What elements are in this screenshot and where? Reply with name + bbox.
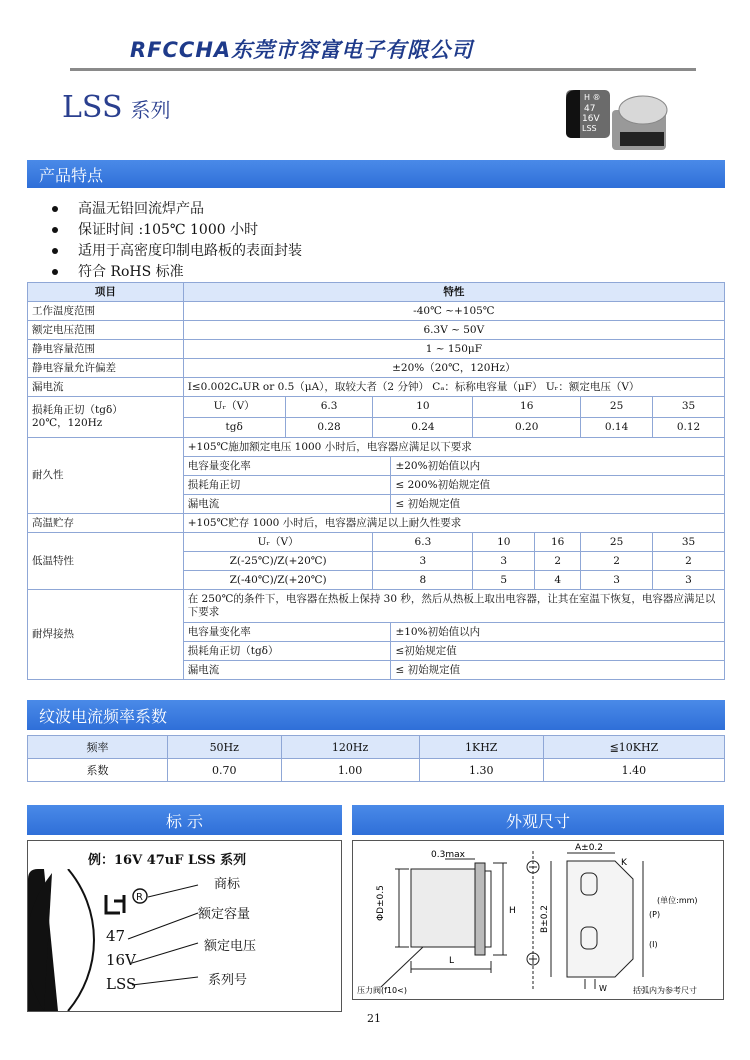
dim-note: 括弧内为参考尺寸 — [633, 986, 697, 995]
label-capacity: 额定容量 — [198, 907, 251, 922]
header-divider — [70, 68, 696, 71]
table-row: 漏电流 I≤0.002CₐUR or 0.5（μA），取较大者（2 分钟） Cₐ：标称电容量（μF） Uᵣ：额定电压（V） — [28, 378, 725, 397]
series-code: LSS — [62, 90, 123, 125]
product-image-series: LSS — [582, 124, 597, 133]
bullet-icon — [52, 206, 58, 212]
bullet-icon — [52, 269, 58, 275]
ripple-header — [27, 700, 725, 730]
marking-drawing — [28, 869, 341, 1011]
dim-p: (P) — [649, 910, 661, 919]
dim-l: L — [449, 956, 455, 966]
product-image-volt: 16V — [582, 114, 600, 124]
dimensions-header — [352, 805, 724, 835]
svg-text:H ®: H ® — [584, 93, 601, 102]
label-voltage: 额定电压 — [204, 939, 257, 954]
dim-a: A±0.2 — [575, 843, 604, 853]
features-header — [27, 160, 725, 188]
marking-example: 例：16V 47uF LSS 系列 — [88, 853, 247, 868]
dimensions-title: 外观尺寸 — [505, 811, 570, 831]
dim-w: W — [599, 984, 607, 993]
feature-item: 符合 RoHS 标准 — [52, 261, 184, 281]
table-row: 静电容量范围 1 ~ 150μF — [28, 340, 725, 359]
dim-vent: 压力阀(f10<) — [357, 986, 407, 995]
table-row: 静电容量允许偏差 ±20%（20℃，120Hz） — [28, 359, 725, 378]
dim-03max: 0.3max — [431, 850, 465, 860]
col-item: 项目 — [28, 283, 184, 302]
marking-volt: 16V — [106, 951, 136, 969]
marking-cap: 47 — [106, 927, 126, 945]
svg-text:R: R — [136, 892, 143, 903]
table-row: 工作温度范围 -40℃ ~+105℃ — [28, 302, 725, 321]
col-characteristic: 特性 — [183, 283, 724, 302]
dim-unit: (单位:mm) — [657, 896, 698, 905]
dim-h: H — [509, 906, 516, 916]
spec-table: 项目 特性 工作温度范围 -40℃ ~+105℃ 额定电压范围 6.3V ~ 50V 静电容量范围 1 ~ 150μF 静电容量允许偏差 ±20%（20℃，120Hz） 漏电流 I≤0.002CₐUR or 0.5（μA），取较大者（2 分钟） Cₐ：标称电容量（μF） Uᵣ：额定电压（V） 损耗角正切（tgδ） 20℃，120Hz Uᵣ（V） 6.3 10 16 25 35 tgδ 0.28 0.24 0.20 0.14 0.12 耐久性 +105℃施加额定电压 1000 小时后，电容器应满足以下要求 电容量变化率 ±20%初始值以内 损耗角正切 ≤ 200%初始规定值 漏电流 ≤ 初始规定值 高温贮存 +105℃贮存 1000 小时后，电容器应满足以上耐久性要求 低温特性 Uᵣ（V） 6.3 10 16 25 35 Z(-25℃)/Z(+20℃) 3 3 2 2 2 Z(-40℃)/Z(+20℃) 8 5 4 3 3 耐焊接热 在 250℃的条件下，电容器在热板上保持 30 秒，然后从热板上取出电容器，让其在室温下恢复，电容器应满足以下要求 电容量变化率 ±10%初始值以内 损耗角正切（tgδ） ≤初始规定值 漏电流 ≤ 初始规定值 — [27, 282, 725, 680]
series-title — [62, 90, 171, 125]
series-suffix: 系列 — [130, 98, 171, 122]
dim-d: ΦD±0.5 — [376, 885, 386, 921]
dim-i: (I) — [649, 940, 658, 949]
marking-series: LSS — [106, 975, 137, 993]
dimension-drawing — [353, 841, 723, 999]
feature-item: 高温无铅回流焊产品 — [52, 198, 204, 218]
feature-item: 适用于高密度印制电路板的表面封装 — [52, 240, 302, 260]
page-number: 21 — [367, 1012, 381, 1025]
bullet-icon — [52, 227, 58, 233]
tan-row-values: tgδ 0.28 0.24 0.20 0.14 0.12 — [28, 417, 725, 438]
ripple-table: 频率 50Hz 120Hz 1KHZ ≦10KHZ 系数 0.70 1.00 1.30 1.40 — [27, 735, 725, 782]
label-trademark: 商标 — [214, 877, 241, 892]
marking-header — [27, 805, 342, 835]
product-image — [560, 80, 670, 160]
dimensions-panel — [352, 840, 724, 1000]
feature-item: 保证时间 :105℃ 1000 小时 — [52, 219, 258, 239]
bullet-icon — [52, 248, 58, 254]
company-name: RFCCHA东莞市容富电子有限公司 — [130, 38, 474, 62]
storage-row: 高温贮存 +105℃贮存 1000 小时后，电容器应满足以上耐久性要求 — [28, 514, 725, 533]
endurance-intro: 耐久性 +105℃施加额定电压 1000 小时后，电容器应满足以下要求 — [28, 438, 725, 457]
dim-b: B±0.2 — [540, 904, 550, 933]
product-image-cap: 47 — [584, 104, 596, 114]
marking-panel — [27, 840, 342, 1012]
solder-intro: 耐焊接热 在 250℃的条件下，电容器在热板上保持 30 秒，然后从热板上取出电容器，让其在室温下恢复，电容器应满足以下要求 — [28, 590, 725, 623]
marking-title: 标 示 — [165, 811, 204, 831]
lowtemp-ur: 低温特性 Uᵣ（V） 6.3 10 16 25 35 — [28, 533, 725, 552]
features-title: 产品特点 — [39, 165, 104, 185]
tan-row-ur: 损耗角正切（tgδ） 20℃，120Hz Uᵣ（V） 6.3 10 16 25 35 — [28, 397, 725, 418]
ripple-title: 纹波电流频率系数 — [39, 706, 168, 726]
label-series: 系列号 — [208, 973, 248, 988]
dim-k: K — [621, 858, 627, 868]
table-row: 额定电压范围 6.3V ~ 50V — [28, 321, 725, 340]
